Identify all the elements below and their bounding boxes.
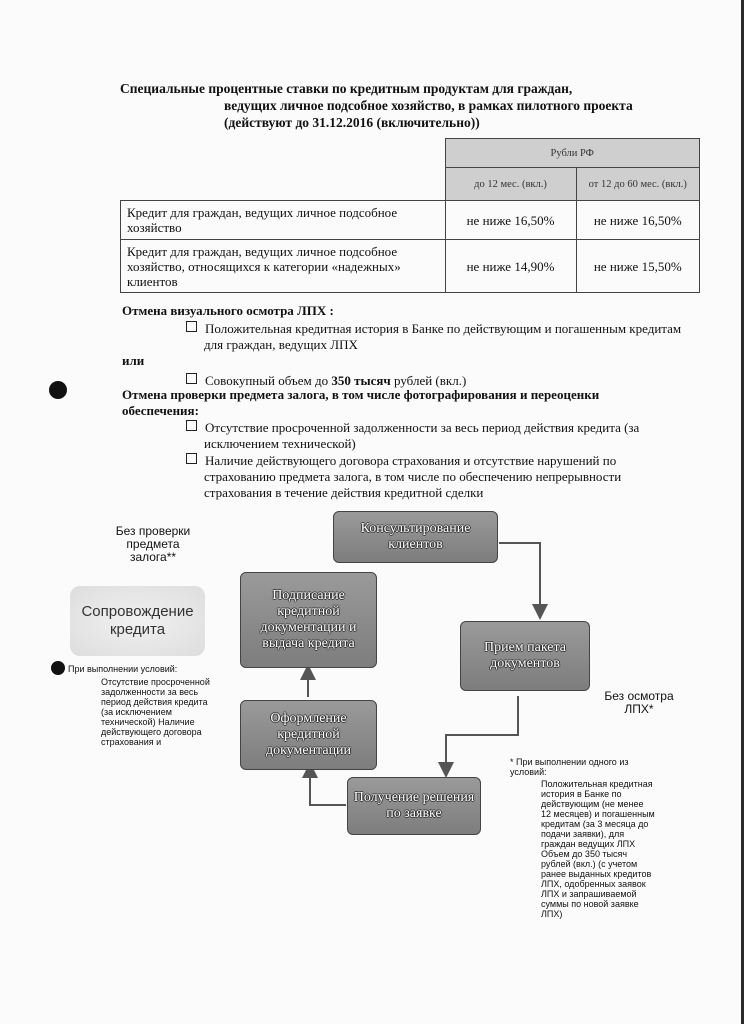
right-conditions-body: Положительная кредитная история в Банке по действующим (не менее 12 месяцев) и погашенным кредитам (за 3 месяца до подачи заявки), для граждан ведущих ЛПХ Объем до 350 тысяч рублей (вкл.) (с учетом ранее выданных кредитов ЛПХ, одобренных заявок ЛПХ и запрашиваемой суммы по новой заявке ЛПХ): [541, 779, 655, 919]
column-header-term-1: до 12 мес. (вкл.): [445, 168, 576, 201]
condition-text: Положительная кредитная история в Банке по действующим и погашенным кредитам для граждан, ведущих ЛПХ: [204, 321, 682, 352]
caption-no-inspection: Без осмотра ЛПХ*: [604, 689, 674, 716]
condition-text: Отсутствие просроченной задолженности за весь период действия кредита (за исключением технической): [204, 420, 640, 451]
condition-text-prefix: Совокупный объем до: [205, 373, 332, 388]
section-heading: Отмена проверки предмета залога, в том числе фотографирования и переоценки обеспечения:: [122, 387, 600, 418]
step-receive-documents: Прием пакета документов: [460, 621, 590, 691]
or-label: или: [122, 353, 145, 368]
step-signing: Подписание кредитной документации и выдача кредита: [240, 572, 377, 668]
left-conditions-body: Отсутствие просроченной задолженности за весь период действия кредита (за исключением технической) Наличие действующего договора страхования и: [101, 677, 210, 747]
section-heading: Отмена визуального осмотра ЛПХ :: [122, 303, 334, 318]
title-line-1: Специальные процентные ставки по кредитным продуктам для граждан,: [120, 81, 573, 96]
condition-text-amount: 350 тысяч: [331, 373, 391, 388]
step-prepare-documents: Оформление кредитной документации: [240, 700, 377, 770]
step-consulting: Консультирование клиентов: [333, 511, 498, 563]
row-label: Кредит для граждан, ведущих личное подсобное хозяйство, относящихся к категории «надежных» клиентов: [121, 240, 446, 293]
right-conditions-title: * При выполнении одного из условий:: [510, 757, 629, 777]
step-loan-support: Сопровождение кредита: [70, 586, 205, 656]
title-line-2: ведущих личное подсобное хозяйство, в рамках пилотного проекта: [224, 98, 633, 113]
step-decision: Получение решения по заявке: [347, 777, 481, 835]
condition-text-suffix: рублей (вкл.): [390, 373, 467, 388]
left-conditions-title: При выполнении условий:: [68, 664, 178, 674]
column-header-term-2: от 12 до 60 мес. (вкл.): [576, 168, 700, 201]
caption-no-collateral-check: Без проверки предмета залога**: [115, 524, 191, 564]
rate-value: не ниже 16,50%: [576, 201, 700, 240]
currency-header: Рубли РФ: [445, 139, 700, 168]
title-line-3: (действуют до 31.12.2016 (включительно)): [224, 115, 480, 130]
row-label: Кредит для граждан, ведущих личное подсобное хозяйство: [121, 201, 446, 240]
rate-value: не ниже 14,90%: [445, 240, 576, 293]
rate-value: не ниже 15,50%: [576, 240, 700, 293]
rate-value: не ниже 16,50%: [445, 201, 576, 240]
condition-text: Наличие действующего договора страхования и отсутствие нарушений по страхованию предмета залога, в том числе по обеспечению непрерывности страхования в течение действия кредитной сделки: [204, 453, 622, 500]
